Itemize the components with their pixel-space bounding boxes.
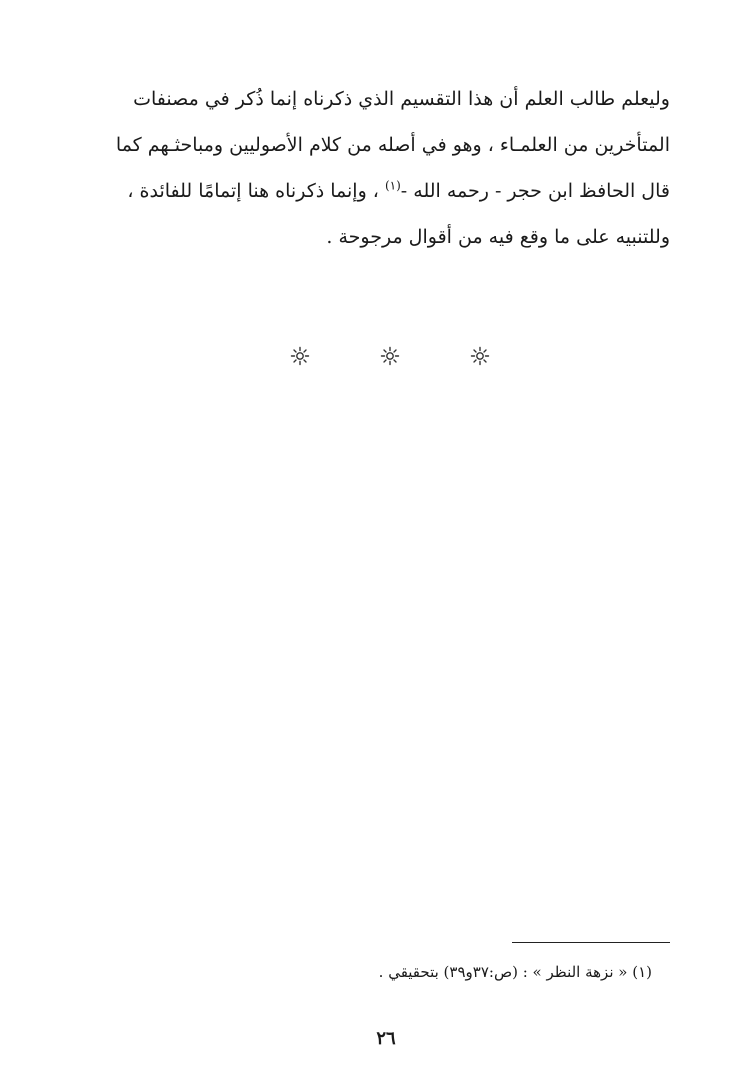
body-line-4: وللتنبيه على ما وقع فيه من أقوال مرجوحة . — [326, 226, 670, 248]
body-line-1: وليعلم طالب العلم أن هذا التقسيم الذي ذكرناه إنما ذُكر في مصنفات — [133, 88, 670, 110]
body-line-2: المتأخرين من العلمـاء ، وهو في أصله من كلام الأصوليين ومباحثـهم كما — [115, 134, 670, 156]
asterism-star-icon — [470, 346, 490, 366]
footnote-separator — [512, 942, 670, 943]
section-divider-ornaments — [290, 346, 490, 370]
footnote: (١) « نزهة النظر » : (ص:٣٧و٣٩) بتحقيقي . — [378, 963, 652, 981]
body-paragraph — [96, 76, 670, 260]
footnote-reference[interactable]: (١) — [384, 178, 401, 193]
asterism-star-icon — [380, 346, 400, 366]
body-line-3-start: قال الحافظ ابن حجر - رحمه الله - — [400, 180, 670, 202]
page-number: ٢٦ — [376, 1028, 396, 1049]
asterism-star-icon — [290, 346, 310, 366]
body-line-3 — [96, 168, 670, 214]
body-line-3-end: ، وإنما ذكرناه هنا إتمامًا للفائدة ، — [127, 180, 385, 202]
